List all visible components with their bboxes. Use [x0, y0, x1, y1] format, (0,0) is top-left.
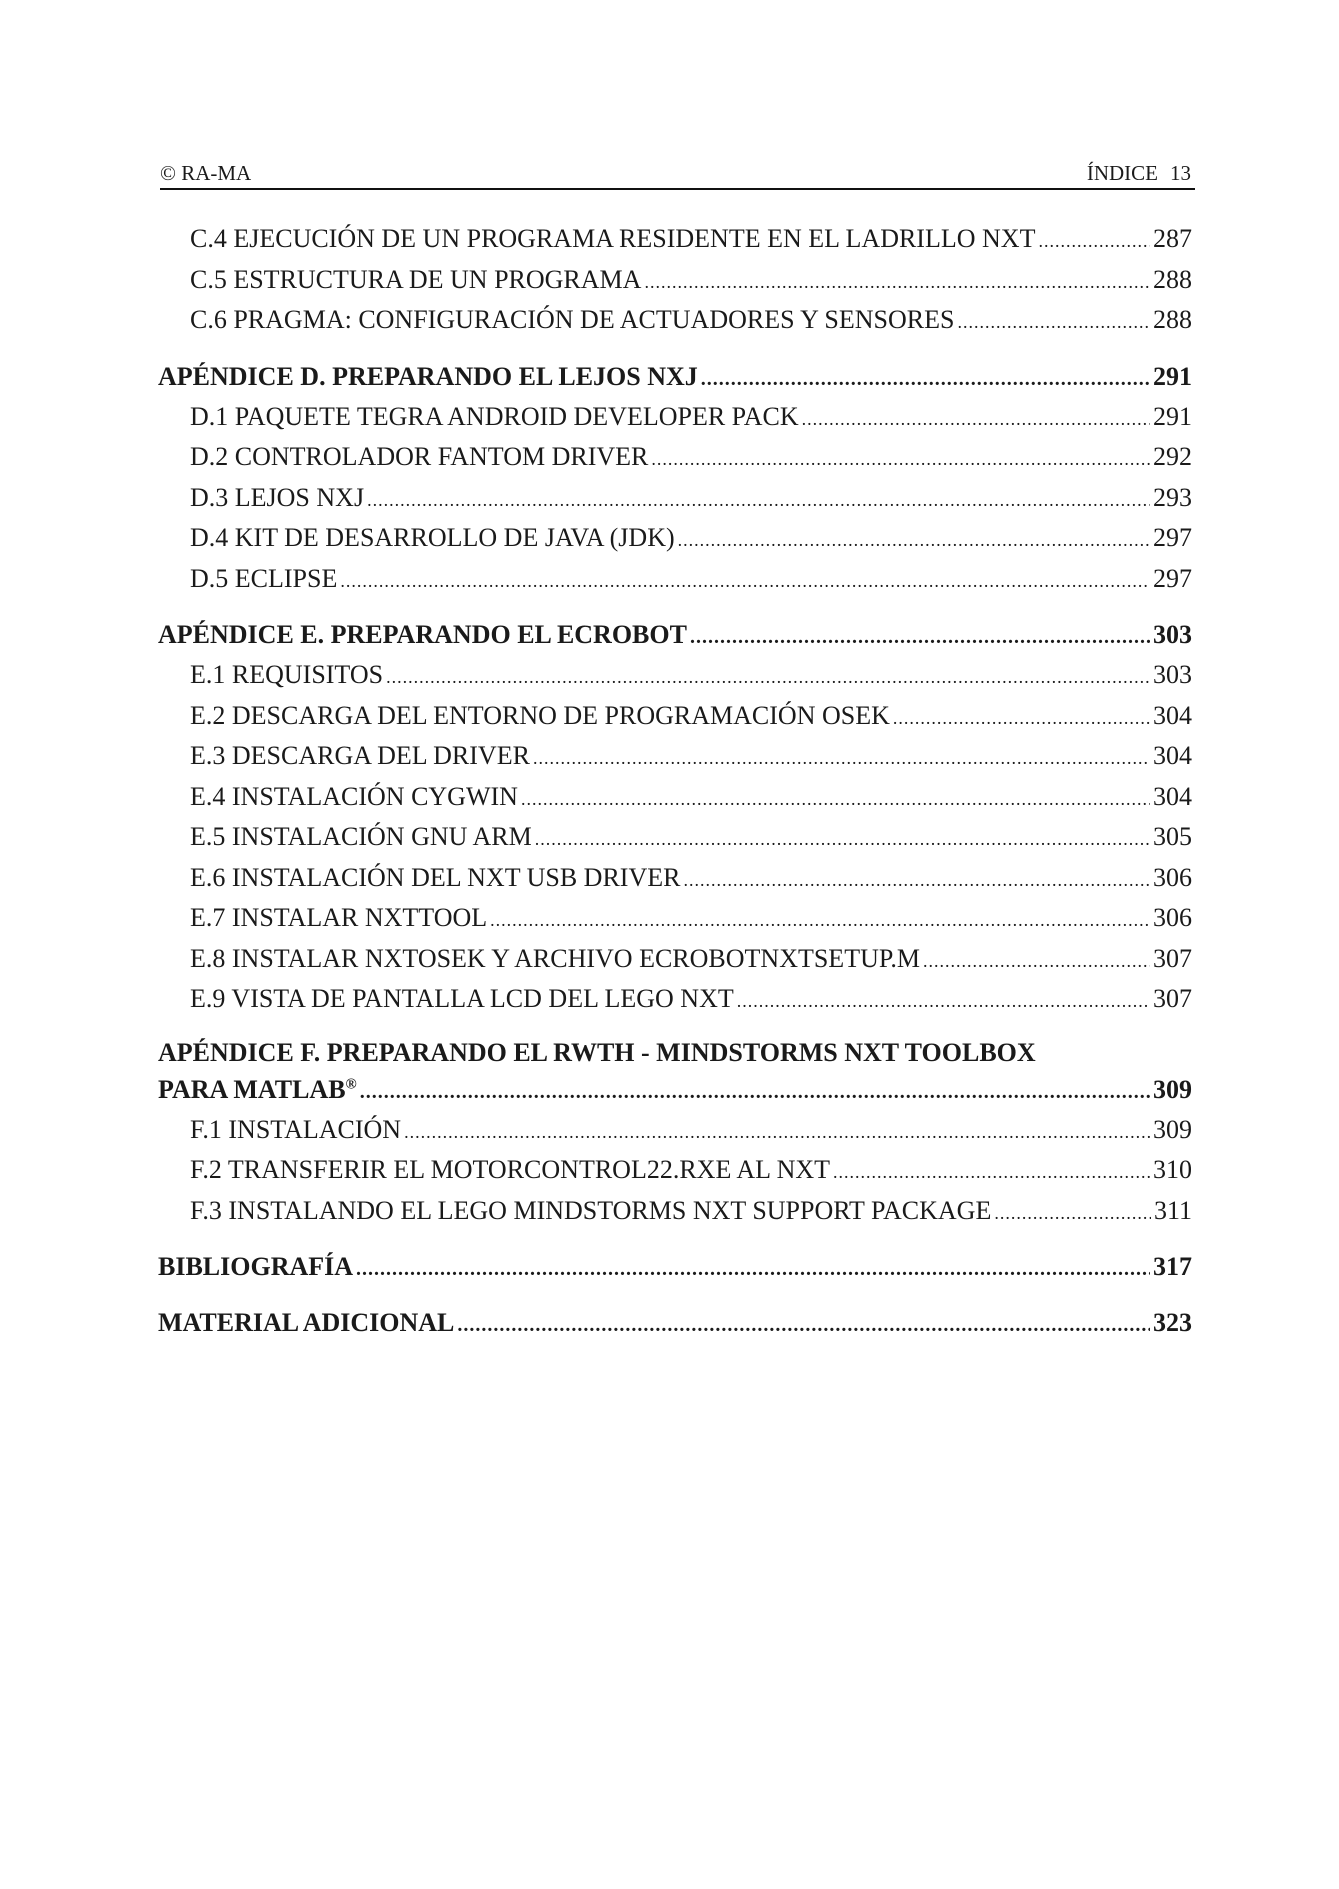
toc-entry-page: 293	[1153, 482, 1192, 512]
toc-chapter-label: APÉNDICE E. PREPARANDO EL ECROBOT	[158, 620, 687, 649]
dot-leader	[340, 561, 1150, 600]
toc-entry-page: 306	[1153, 903, 1192, 932]
toc-entry-c4[interactable]	[158, 219, 1192, 260]
toc-entry-c6[interactable]	[158, 300, 1192, 341]
dot-leader	[367, 480, 1150, 519]
toc-entry-d2[interactable]	[158, 437, 1192, 478]
toc-entry-label: D.3 LEJOS NXJ	[190, 482, 365, 512]
toc-entry-f2[interactable]	[158, 1150, 1192, 1191]
toc-chapter-page: 323	[1153, 1308, 1192, 1337]
toc-entry-label: C.6 PRAGMA: CONFIGURACIÓN DE ACTUADORES Y SENSORES	[190, 305, 955, 334]
toc-entry-e3[interactable]	[158, 736, 1192, 777]
toc-entry-e9[interactable]	[158, 979, 1192, 1020]
toc-entry-page: 309	[1153, 1114, 1192, 1144]
dot-leader	[678, 520, 1150, 559]
toc-entry-e4[interactable]	[158, 777, 1192, 818]
dot-leader	[737, 981, 1150, 1020]
toc-chapter-label: APÉNDICE D. PREPARANDO EL LEJOS NXJ	[158, 361, 698, 391]
toc-chapter-appendix-f[interactable]	[158, 1036, 1192, 1110]
dot-leader	[404, 1112, 1150, 1151]
toc-entry-e2[interactable]	[158, 696, 1192, 737]
toc-chapter-page: 303	[1153, 620, 1192, 649]
toc-entry-label: E.3 DESCARGA DEL DRIVER	[190, 741, 530, 770]
toc-entry-label: E.2 DESCARGA DEL ENTORNO DE PROGRAMACIÓN OSEK	[190, 700, 890, 730]
toc-chapter-material-adicional[interactable]	[158, 1303, 1192, 1343]
toc-entry-e6[interactable]	[158, 858, 1192, 899]
toc-entry-page: 311	[1153, 1195, 1192, 1225]
toc-entry-label: E.4 INSTALACIÓN CYGWIN	[190, 781, 518, 811]
dot-leader	[644, 262, 1150, 301]
dot-leader	[893, 698, 1150, 737]
toc-entry-label: E.7 INSTALAR NXTTOOL	[190, 903, 488, 932]
dot-leader	[533, 738, 1150, 777]
toc-chapter-label: BIBLIOGRAFÍA	[158, 1252, 354, 1281]
toc-entry-d1[interactable]	[158, 397, 1192, 438]
dot-leader	[651, 439, 1150, 478]
dot-leader	[994, 1193, 1151, 1232]
dot-leader	[360, 1072, 1150, 1110]
toc-entry-page: 307	[1153, 984, 1192, 1013]
dot-leader	[457, 1305, 1150, 1343]
toc-entry-label: E.1 REQUISITOS	[190, 660, 384, 689]
toc-chapter-label: MATERIAL ADICIONAL	[158, 1308, 455, 1337]
toc-chapter-appendix-e[interactable]	[158, 615, 1192, 655]
toc-entry-d3[interactable]	[158, 478, 1192, 519]
toc-chapter-page: 291	[1153, 361, 1192, 391]
toc-entry-label: D.4 KIT DE DESARROLLO DE JAVA (JDK)	[190, 523, 675, 552]
toc-entry-label: D.2 CONTROLADOR FANTOM DRIVER	[190, 442, 649, 471]
registered-mark: ®	[345, 1075, 357, 1092]
toc-entry-page: 303	[1153, 660, 1192, 689]
toc-entry-f3[interactable]	[158, 1191, 1192, 1232]
toc-entry-label: D.1 PAQUETE TEGRA ANDROID DEVELOPER PACK	[190, 401, 799, 431]
toc-entry-page: 288	[1153, 305, 1192, 334]
toc-entry-label: C.5 ESTRUCTURA DE UN PROGRAMA	[190, 264, 642, 294]
toc-chapter-bibliografia[interactable]	[158, 1247, 1192, 1287]
toc-entry-page: 306	[1153, 862, 1192, 892]
toc-entry-c5[interactable]	[158, 260, 1192, 301]
toc-entry-label: F.1 INSTALACIÓN	[190, 1114, 402, 1144]
dot-leader	[683, 860, 1150, 899]
dot-leader	[1038, 221, 1150, 260]
toc-entry-page: 292	[1153, 442, 1192, 471]
toc-chapter-line2	[158, 1070, 1192, 1110]
header-page-number: 13	[1170, 161, 1191, 185]
toc-chapter-label-text: PARA MATLAB	[158, 1074, 346, 1104]
dot-leader	[690, 617, 1150, 655]
dot-leader	[521, 779, 1150, 818]
toc-entry-page: 307	[1153, 943, 1192, 973]
toc-entry-label: D.5 ECLIPSE	[190, 563, 338, 593]
toc-entry-page: 297	[1153, 523, 1192, 552]
toc-entry-page: 287	[1153, 224, 1192, 253]
toc-entry-page: 304	[1153, 741, 1192, 770]
toc-chapter-appendix-d[interactable]	[158, 357, 1192, 397]
toc-entry-label: E.5 INSTALACIÓN GNU ARM	[190, 822, 532, 851]
dot-leader	[701, 359, 1150, 397]
toc-entry-page: 288	[1153, 264, 1192, 294]
header-section	[1087, 162, 1191, 184]
toc-entry-page: 304	[1153, 700, 1192, 730]
toc-entry-label: E.6 INSTALACIÓN DEL NXT USB DRIVER	[190, 862, 681, 892]
dot-leader	[386, 657, 1150, 696]
table-of-contents	[158, 219, 1192, 1343]
toc-entry-e8[interactable]	[158, 939, 1192, 980]
dot-leader	[923, 941, 1150, 980]
running-header	[160, 162, 1195, 190]
dot-leader	[535, 819, 1150, 858]
toc-chapter-label-line2	[158, 1070, 357, 1110]
dot-leader	[802, 399, 1150, 438]
header-section-title: ÍNDICE	[1086, 161, 1158, 185]
toc-chapter-page: 309	[1153, 1074, 1192, 1104]
publisher-mark: © RA-MA	[160, 161, 252, 185]
toc-entry-f1[interactable]	[158, 1110, 1192, 1151]
toc-entry-label: F.2 TRANSFERIR EL MOTORCONTROL22.RXE AL NXT	[190, 1155, 831, 1184]
dot-leader	[490, 900, 1150, 939]
dot-leader	[833, 1152, 1150, 1191]
toc-chapter-label-line1: APÉNDICE F. PREPARANDO EL RWTH - MINDSTORMS NXT TOOLBOX	[158, 1037, 1036, 1067]
toc-entry-label: C.4 EJECUCIÓN DE UN PROGRAMA RESIDENTE EN EL LADRILLO NXT	[190, 224, 1036, 253]
toc-entry-label: E.8 INSTALAR NXTOSEK Y ARCHIVO ECROBOTNXTSETUP.M	[190, 943, 921, 973]
dot-leader	[957, 302, 1150, 341]
toc-chapter-page: 317	[1153, 1252, 1192, 1281]
toc-entry-e1[interactable]	[158, 655, 1192, 696]
toc-entry-page: 297	[1153, 563, 1192, 593]
toc-entry-e5[interactable]	[158, 817, 1192, 858]
toc-entry-label: E.9 VISTA DE PANTALLA LCD DEL LEGO NXT	[190, 984, 734, 1013]
toc-entry-d5[interactable]	[158, 559, 1192, 600]
toc-entry-d4[interactable]	[158, 518, 1192, 559]
toc-entry-e7[interactable]	[158, 898, 1192, 939]
toc-entry-page: 310	[1153, 1155, 1192, 1184]
toc-entry-page: 305	[1153, 822, 1192, 851]
toc-entry-page: 291	[1153, 401, 1192, 431]
toc-entry-page: 304	[1153, 781, 1192, 811]
toc-entry-label: F.3 INSTALANDO EL LEGO MINDSTORMS NXT SUPPORT PACKAGE	[190, 1195, 992, 1225]
dot-leader	[356, 1249, 1150, 1287]
